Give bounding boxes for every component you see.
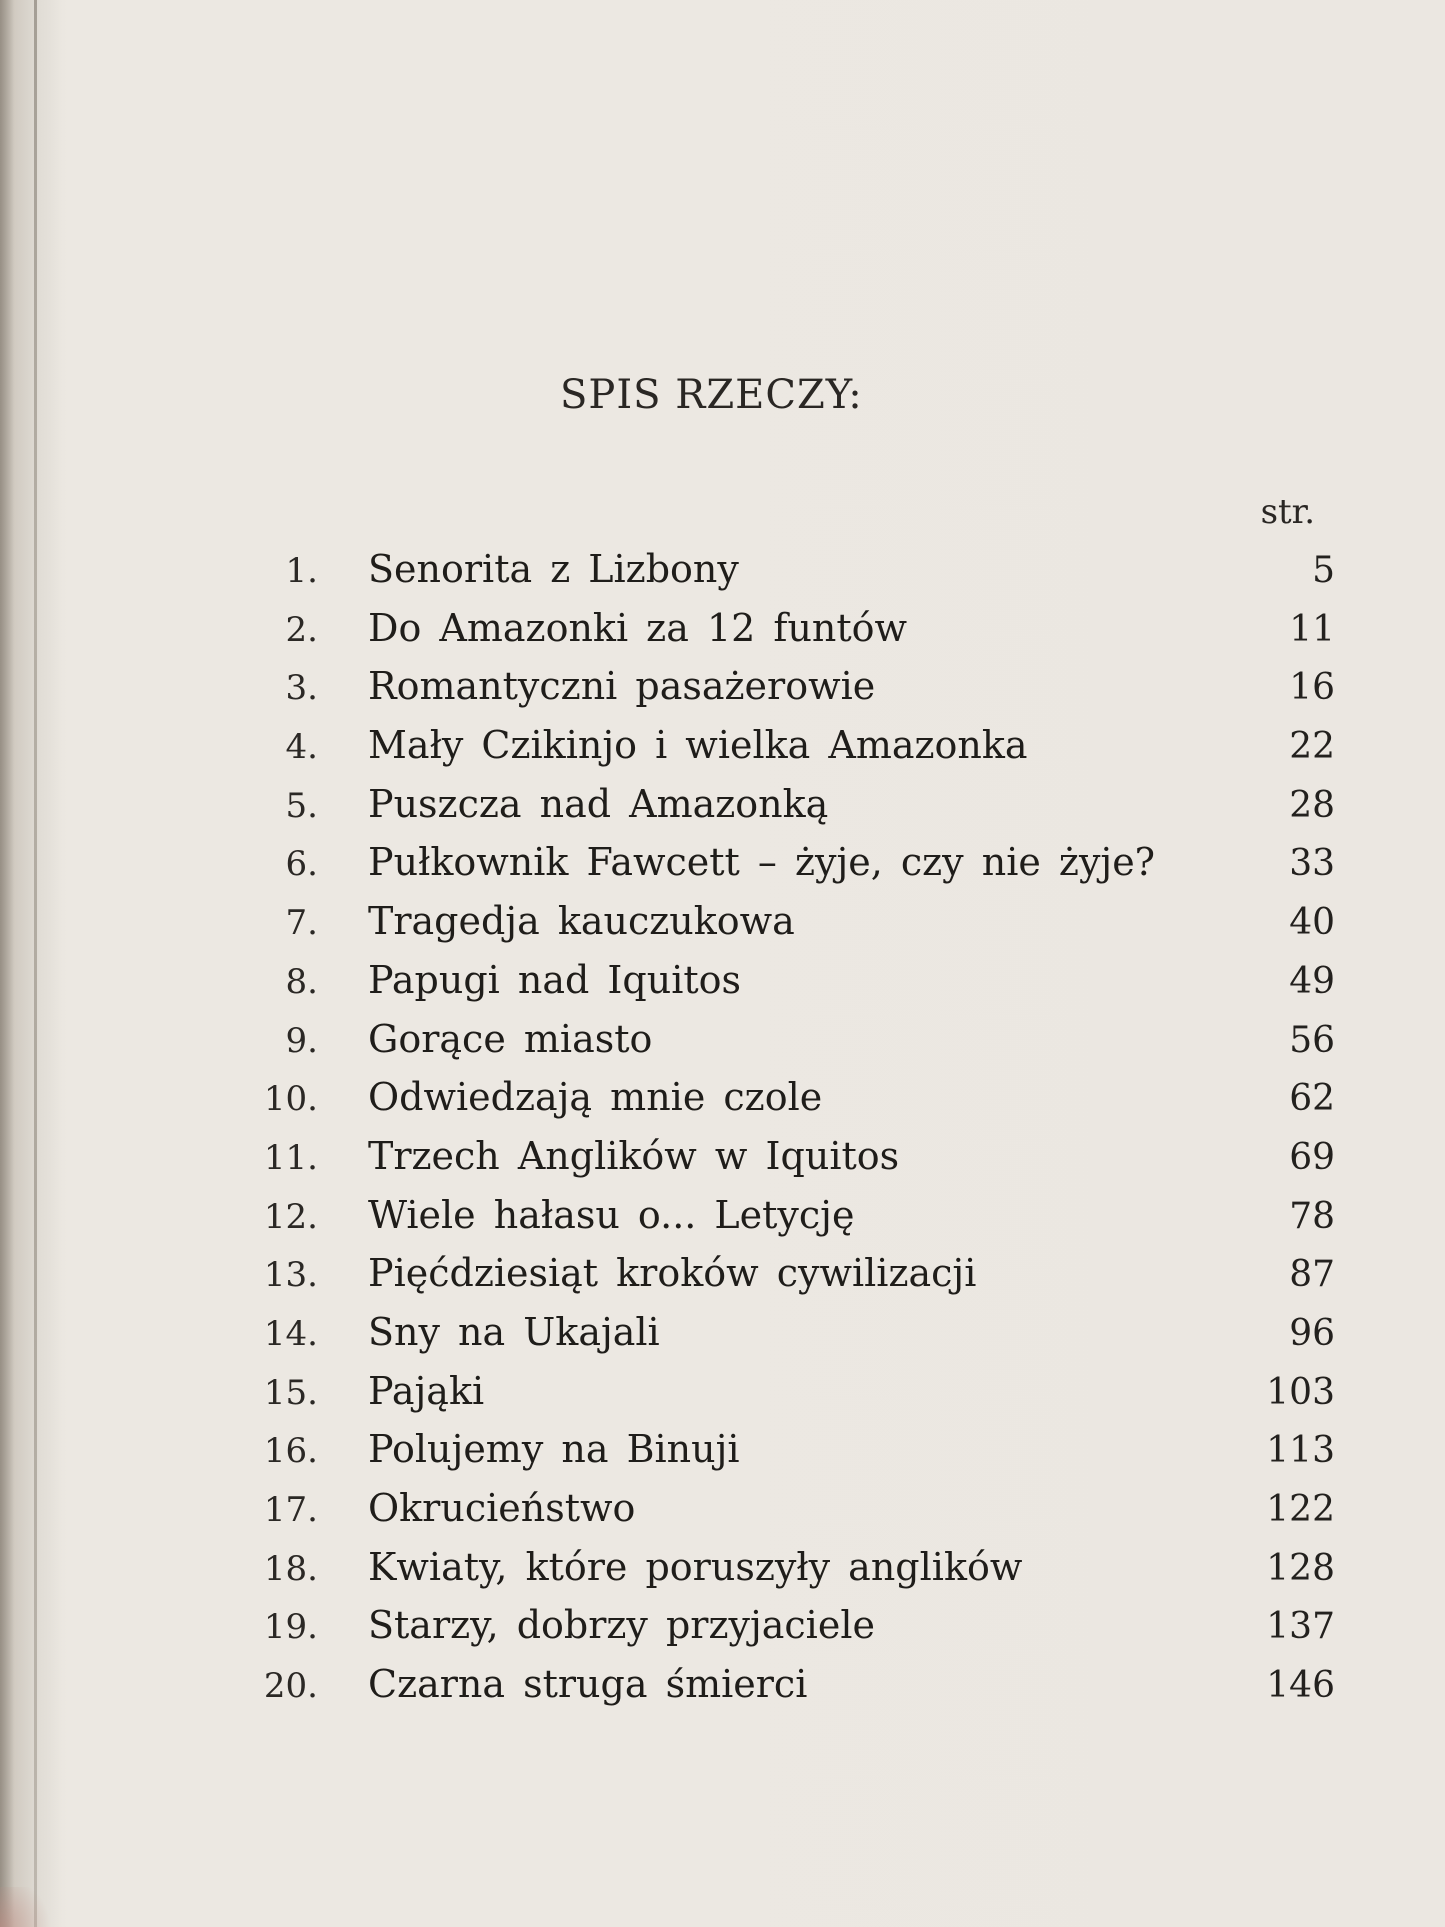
toc-entry-12 — [250, 1186, 1335, 1245]
toc-entry-title: Trzech Anglików w Iquitos — [368, 1133, 900, 1178]
toc-entry-number: 10. — [263, 1079, 318, 1120]
toc-entry-10 — [250, 1068, 1335, 1127]
page-corner — [0, 1887, 60, 1927]
toc-entry-page: 40 — [1289, 902, 1335, 944]
toc-entry-number: 3. — [285, 668, 318, 709]
toc-entry-title: Pułkownik Fawcett – żyje, czy nie żyje? — [368, 840, 1156, 885]
toc-entry-number: 20. — [263, 1666, 318, 1707]
toc-entry-4 — [250, 716, 1335, 775]
toc-entry-9 — [250, 1010, 1335, 1069]
toc-entry-title: Polujemy na Binuji — [368, 1427, 740, 1472]
toc-entry-page: 16 — [1289, 667, 1335, 709]
toc-entry-title: Pająki — [368, 1368, 485, 1413]
toc-entry-number: 1. — [285, 551, 318, 591]
toc-entry-title: Czarna struga śmierci — [368, 1662, 808, 1707]
toc-entry-16 — [250, 1420, 1335, 1479]
toc-entry-title: Odwiedzają mnie czole — [368, 1075, 823, 1120]
toc-entry-1 — [250, 540, 1335, 599]
toc-entry-title: Pięćdziesiąt kroków cywilizacji — [368, 1251, 977, 1296]
toc-entry-title: Tragedja kauczukowa — [368, 899, 795, 944]
toc-entry-title: Romantyczni pasażerowie — [368, 664, 876, 709]
toc-entry-number: 16. — [263, 1431, 318, 1472]
toc-entry-18 — [250, 1538, 1335, 1597]
toc-entry-page: 11 — [1289, 608, 1335, 650]
toc-entry-20 — [250, 1655, 1335, 1714]
toc-entry-page: 56 — [1289, 1019, 1335, 1061]
toc-entry-11 — [250, 1127, 1335, 1186]
toc-entry-number: 11. — [263, 1137, 318, 1178]
toc-entry-page: 87 — [1289, 1254, 1335, 1296]
toc-entry-15 — [250, 1362, 1335, 1421]
toc-entry-number: 4. — [285, 727, 318, 768]
toc-entry-19 — [250, 1596, 1335, 1655]
toc-entry-page: 28 — [1289, 784, 1335, 826]
toc-entry-title: Okrucieństwo — [368, 1486, 636, 1530]
spine-binding-line — [34, 0, 37, 1927]
toc-entry-5 — [250, 775, 1335, 834]
toc-entry-title: Do Amazonki za 12 funtów — [368, 605, 908, 650]
toc-entry-title: Senorita z Lizbony — [368, 547, 739, 591]
toc-entry-7 — [250, 892, 1335, 951]
toc-entry-3 — [250, 657, 1335, 716]
toc-entry-6 — [250, 833, 1335, 892]
toc-entry-13 — [250, 1244, 1335, 1303]
toc-entry-title: Kwiaty, które poruszyły anglików — [368, 1544, 1023, 1589]
toc-entry-number: 19. — [263, 1607, 318, 1648]
toc-entry-title: Puszcza nad Amazonką — [368, 781, 829, 826]
toc-entry-page: 96 — [1289, 1312, 1335, 1354]
toc-entry-page: 146 — [1266, 1665, 1335, 1707]
spine-shadow — [0, 0, 14, 1927]
toc-entry-page: 22 — [1289, 726, 1335, 768]
toc-entry-number: 17. — [263, 1490, 318, 1530]
toc-entry-title: Mały Czikinjo i wielka Amazonka — [368, 723, 1028, 768]
toc-entry-14 — [250, 1303, 1335, 1362]
toc-entry-number: 7. — [285, 903, 318, 944]
toc-entry-number: 18. — [263, 1548, 318, 1589]
toc-entry-number: 9. — [285, 1020, 318, 1061]
page-title: SPIS RZECZY: — [560, 372, 863, 418]
toc-entry-page: 69 — [1289, 1136, 1335, 1178]
toc-entry-page: 128 — [1266, 1547, 1335, 1589]
toc-entry-number: 5. — [285, 785, 318, 826]
toc-entry-17 — [250, 1479, 1335, 1538]
toc-entry-page: 5 — [1312, 550, 1335, 591]
toc-entry-2 — [250, 599, 1335, 658]
table-of-contents — [250, 540, 1335, 1714]
toc-entry-8 — [250, 951, 1335, 1010]
toc-entry-number: 8. — [285, 961, 318, 1002]
page-column-label: str. — [1260, 492, 1315, 532]
toc-entry-page: 49 — [1289, 960, 1335, 1002]
toc-entry-page: 113 — [1266, 1430, 1335, 1472]
toc-entry-title: Gorące miasto — [368, 1016, 653, 1061]
toc-entry-page: 103 — [1266, 1371, 1335, 1413]
toc-entry-number: 2. — [285, 609, 318, 650]
toc-entry-number: 6. — [285, 844, 318, 885]
toc-entry-number: 13. — [263, 1255, 318, 1296]
toc-entry-page: 33 — [1289, 843, 1335, 885]
toc-entry-page: 122 — [1266, 1489, 1335, 1530]
toc-entry-page: 62 — [1289, 1078, 1335, 1120]
toc-entry-title: Starzy, dobrzy przyjaciele — [368, 1603, 875, 1648]
toc-entry-page: 137 — [1266, 1606, 1335, 1648]
toc-entry-number: 12. — [263, 1196, 318, 1237]
toc-entry-title: Papugi nad Iquitos — [368, 957, 742, 1002]
toc-entry-title: Wiele hałasu o... Letycję — [368, 1192, 855, 1237]
toc-entry-title: Sny na Ukajali — [368, 1309, 660, 1354]
toc-entry-number: 15. — [263, 1372, 318, 1413]
toc-entry-page: 78 — [1289, 1195, 1335, 1237]
toc-entry-number: 14. — [263, 1313, 318, 1354]
